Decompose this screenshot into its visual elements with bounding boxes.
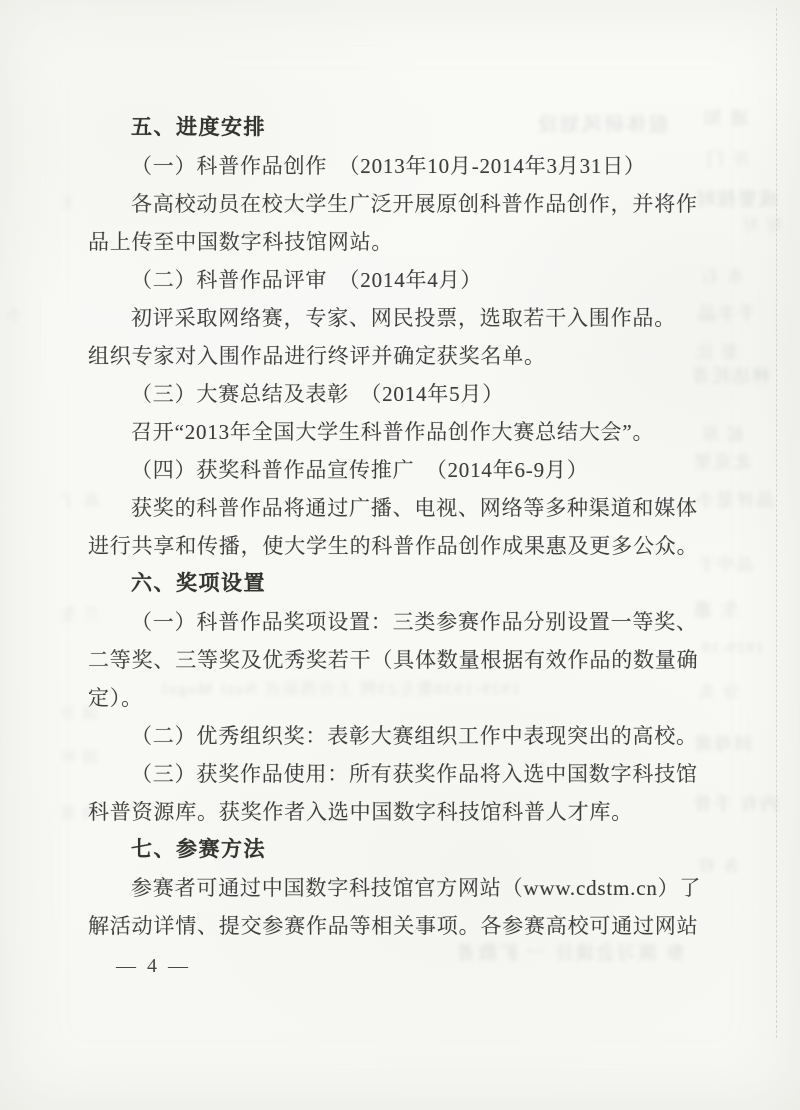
bleed-through-text: 1929-10 — [700, 640, 764, 656]
bleed-through-text: 内 花 — [58, 806, 98, 822]
bleed-through-text: 1929-1930歌左23例 上台湾站点 Nazi Mogol — [160, 681, 521, 698]
scan-artifact-vertical-line — [776, 8, 777, 1038]
bleed-through-text: 回母席 — [692, 734, 752, 754]
text-line: （二）优秀组织奖：表彰大赛组织工作中表现突出的高校。 — [131, 724, 698, 748]
bleed-through-text: 王 — [58, 195, 77, 212]
bleed-through-text: 高 了 — [58, 493, 101, 510]
bleed-through-text: 生 惠 — [692, 600, 739, 620]
text-line: 参赛者可通过中国数字科技馆官方网站（www.cdstm.cn）了 — [131, 876, 702, 900]
bleed-through-text: 开 门 — [704, 150, 751, 170]
text-line: （二）科普作品评审 （2014年4月） — [131, 268, 483, 292]
section-heading: 五、进度安排 — [131, 116, 266, 139]
bleed-through-text: 林达托青 — [690, 366, 770, 386]
bleed-through-text: 要 比 — [694, 343, 739, 362]
bleed-through-text: 品评是小 — [694, 490, 774, 510]
text-line: 初评采取网络赛，专家、网民投票，选取若干入围作品。 — [131, 306, 676, 330]
text-line: （三）大赛总结及表彰 （2014年5月） — [131, 382, 504, 406]
text-line: 科普资源库。获奖作者入选中国数字科技馆科普人才库。 — [88, 800, 633, 824]
document-body — [88, 109, 700, 945]
bleed-through-text: 各 样 — [696, 857, 741, 876]
bleed-through-text: 兰 生 — [58, 607, 101, 624]
bleed-through-text: 水 石 — [700, 267, 745, 286]
bleed-through-text: 参 演习会谈计 一 扩散者 — [455, 943, 686, 964]
text-line: 获奖的科普作品将通过广播、电视、网络等多种渠道和媒体 — [131, 496, 698, 520]
text-line: 二等奖、三等奖及优秀奖若干（具体数量根据有效作品的数量确 — [88, 648, 699, 672]
bleed-through-text: 北克里 — [692, 452, 752, 472]
text-line: （四）获奖科普作品宣传推广 （2014年6-9月） — [131, 458, 589, 482]
text-line: 各高校动员在校大学生广泛开展原创科普作品创作，并将作 — [131, 192, 698, 216]
bleed-through-text: 千丰品 — [696, 304, 756, 324]
bleed-through-text: 国 计 — [58, 706, 98, 722]
bleed-through-text: 小 — [4, 307, 23, 324]
bleed-through-text: 报体研风划设 — [536, 114, 668, 136]
bleed-through-text: 起 原 — [700, 425, 745, 444]
text-line: 品上传至中国数字科技馆网站。 — [88, 230, 394, 254]
text-line: （三）获奖作品使用：所有获奖作品将入选中国数字科技馆 — [131, 762, 698, 786]
section-heading: 七、参赛方法 — [131, 838, 266, 861]
page-number: — 4 — — [116, 955, 191, 977]
bleed-through-text: 分 头 — [696, 683, 741, 702]
text-line: 定）。 — [88, 686, 143, 710]
text-line: 组织专家对入围作品进行终评并确定获奖名单。 — [88, 344, 546, 368]
bleed-through-text: 通 知 — [702, 108, 749, 128]
text-line: 进行共享和传播，使大学生的科普作品创作成果惠及更多公众。 — [88, 534, 699, 558]
bleed-through-text: 好 好 — [740, 217, 783, 234]
text-line: 解活动详情、提交参赛作品等相关事项。各参赛高校可通过网站 — [88, 914, 699, 938]
bleed-through-text: 国 叶 — [58, 750, 98, 766]
bleed-through-text: 成要按时 — [694, 189, 779, 210]
text-line: （一）科普作品创作 （2013年10月-2014年3月31日） — [131, 154, 646, 178]
bleed-through-text: 品中于 — [696, 555, 753, 574]
text-line: （一）科普作品奖项设置：三类参赛作品分别设置一等奖、 — [131, 610, 698, 634]
bleed-through-text: 内有 手骨 — [692, 794, 779, 814]
text-line: 召开“2013年全国大学生科普作品创作大赛总结大会”。 — [131, 420, 655, 444]
section-heading: 六、奖项设置 — [131, 572, 266, 595]
